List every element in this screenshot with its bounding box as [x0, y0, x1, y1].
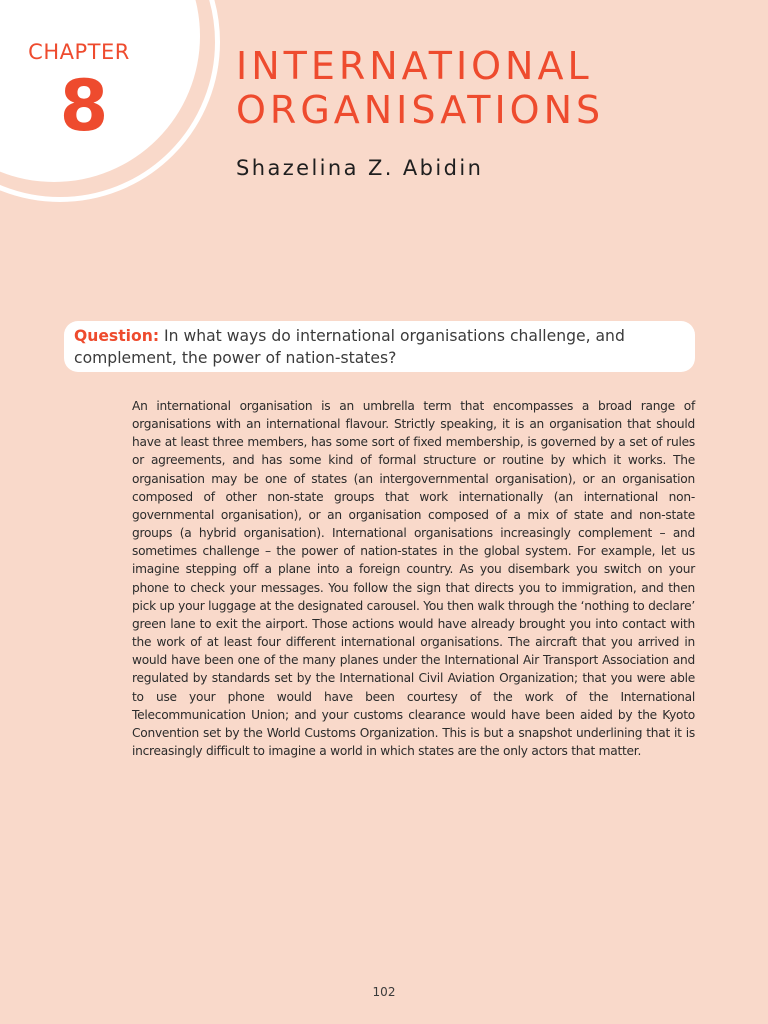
- author-name: Shazelina Z. Abidin: [236, 156, 484, 180]
- chapter-title-line-2: ORGANISATIONS: [236, 88, 605, 132]
- page-number: 102: [372, 985, 396, 999]
- question-text: In what ways do international organisations challenge, and complement, the power of nation-states?: [74, 327, 625, 367]
- question-label: Question:: [74, 327, 160, 345]
- chapter-title: [236, 44, 604, 132]
- chapter-label: CHAPTER: [28, 40, 130, 64]
- question-box: [64, 321, 695, 372]
- chapter-title-line-1: INTERNATIONAL: [236, 44, 593, 88]
- body-paragraph: An international organisation is an umbrella term that encompasses a broad range of organisations with an international flavour. Strictly speaking, it is an organisation that should have at least three members, has some sort of fixed membership, is governed by a set of rules or agreements, and has some kind of formal structure or routine by which it works. The organisation may be one of states (an intergovernmental organisation), or an organisation composed of other non-state groups that work internationally (an international non-governmental organisation), or an organisation composed of a mix of state and non-state groups (a hybrid organisation). International organisations increasingly complement – and sometimes challenge – the power of nation-states in the global system. For example, let us imagine stepping off a plane into a foreign country. As you disembark you switch on your phone to check your messages. You follow the sign that directs you to immigration, and then pick up your luggage at the designated carousel. You then walk through the ‘nothing to declare’ green lane to exit the airport. Those actions would have already brought you into contact with the work of at least four different international organisations. The aircraft that you arrived in would have been one of the many planes under the International Air Transport Association and regulated by standards set by the International Civil Aviation Organization; that you were able to use your phone would have been courtesy of the work of the International Telecommunication Union; and your customs clearance would have been aided by the Kyoto Convention set by the World Customs Organization. This is but a snapshot underlining that it is increasingly difficult to imagine a world in which states are the only actors that matter.: [132, 399, 695, 758]
- chapter-number: 8: [59, 65, 109, 147]
